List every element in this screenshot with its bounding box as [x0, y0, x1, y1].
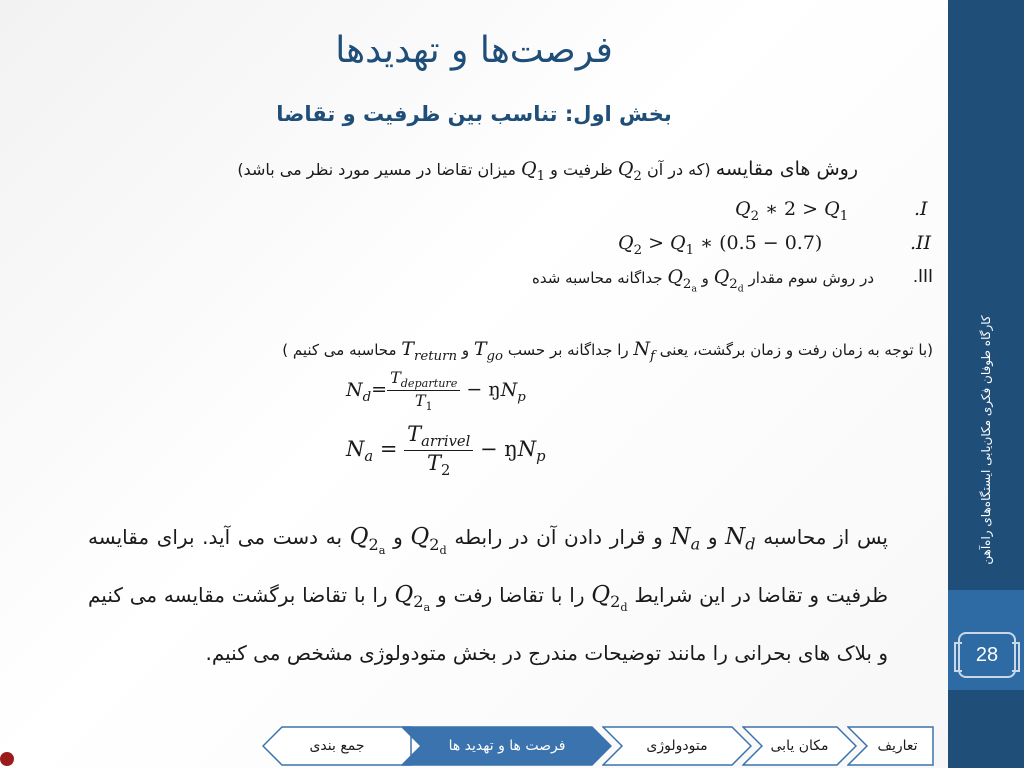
nav-item-label: جمع بندی: [309, 738, 365, 754]
note-part: محاسبه می کنیم ): [282, 341, 402, 359]
nav-item-methodology[interactable]: [602, 726, 752, 766]
paragraph-part: و: [700, 525, 726, 549]
methods-intro-part: (که در آن: [641, 160, 716, 179]
slide-subtitle: بخش اول: تناسب بین ظرفیت و تقاضا: [276, 102, 672, 126]
formula-tgo: $T_{go}$: [473, 338, 504, 364]
formula-q2d: $Q_{2_d}$: [713, 266, 744, 295]
paragraph-part: و: [385, 525, 411, 549]
formula-method-1: $Q_2$ ∗ $2 > Q_1$: [735, 198, 849, 224]
paragraph-part: را با تقاضا برگشت مقایسه می کنیم و بلاک های بحرانی را مانند توضیحات مندرج در بخش متودولوژی مشخص می کنیم.: [88, 582, 888, 665]
formula-q2: $Q_2$: [617, 158, 642, 184]
nav-item-conclusion[interactable]: [262, 726, 412, 766]
method-3-part: در روش سوم مقدار: [743, 269, 874, 287]
methods-intro-lead: روش های مقایسه: [715, 158, 858, 180]
method-3-text: [532, 266, 874, 294]
paragraph-part: را با تقاضا رفت و: [430, 582, 592, 607]
note-part: (با توجه به زمان رفت و زمان برگشت، یعنی: [654, 341, 933, 359]
note-line: [282, 338, 933, 364]
paragraph-part: به دست می آید. برای مقایسه ظرفیت و تقاضا در این شرایط: [88, 525, 888, 607]
formula-treturn: $T_{return}$: [401, 338, 458, 364]
methods-intro-part: میزان تقاضا در مسیر مورد نظر می باشد): [237, 160, 522, 179]
methods-intro-part: ظرفیت و: [545, 160, 618, 179]
formula-q2d-inline: $Q_{2_d}$: [410, 524, 447, 557]
sidebar-workshop-text: کارگاه طوفان فکری مکان‌یابی ایستگاه‌های راه‌آهن: [979, 315, 993, 565]
item-roman-3: III.: [912, 266, 933, 286]
formula-q2d-inline: $Q_{2_d}$: [591, 581, 628, 615]
nav-item-opportunities[interactable]: [402, 726, 612, 766]
nav-item-label: فرصت ها و تهدید ها: [448, 738, 566, 754]
note-part: را جداگانه بر حسب: [503, 341, 634, 359]
formula-q2a: $Q_{2_a}$: [667, 266, 697, 295]
item-roman-2: .II: [910, 232, 932, 254]
item-roman-1: .I: [914, 198, 928, 220]
formula-na: $N_a$ = $\frac{T_{arrivel}}{T_2}$ − $ŋN_p$: [346, 422, 546, 480]
nav-item-location[interactable]: [742, 726, 857, 766]
nav-item-definitions[interactable]: [847, 726, 934, 766]
formula-q2a-inline: $Q_{2_a}$: [349, 524, 386, 557]
methods-intro: [237, 158, 858, 184]
formula-na-inline: $N_a$: [670, 524, 701, 554]
nav-item-label: تعاریف: [877, 738, 918, 754]
page-number: 28: [958, 632, 1016, 678]
nav-item-label: مکان یابی: [770, 738, 829, 754]
formula-q1: $Q_1$: [521, 158, 546, 184]
slide-title: فرصت‌ها و تهدیدها: [335, 30, 613, 71]
method-3-part: و: [696, 269, 714, 287]
paragraph-part: پس از محاسبه: [755, 525, 889, 549]
method-3-part: جداگانه محاسبه شده: [532, 269, 668, 287]
formula-nf: $N_f$: [633, 338, 655, 364]
logo-icon: [0, 752, 14, 766]
formula-method-2: $Q_2 > Q_1$ ∗ (0.5 − 0.7): [618, 232, 823, 258]
formula-q2a-inline: $Q_{2_a}$: [394, 581, 431, 615]
formula-nd-inline: $N_d$: [725, 524, 756, 554]
formula-nd: $N_d=$ $\frac{T_{departure}}{T_1}$ − $ŋN_p$: [346, 368, 526, 414]
note-part: و: [457, 341, 474, 359]
nav-item-label: متودولوژی: [646, 738, 708, 754]
section-breadcrumb: [262, 726, 934, 766]
paragraph-part: و قرار دادن آن در رابطه: [446, 525, 671, 549]
conclusion-paragraph: [88, 515, 888, 676]
